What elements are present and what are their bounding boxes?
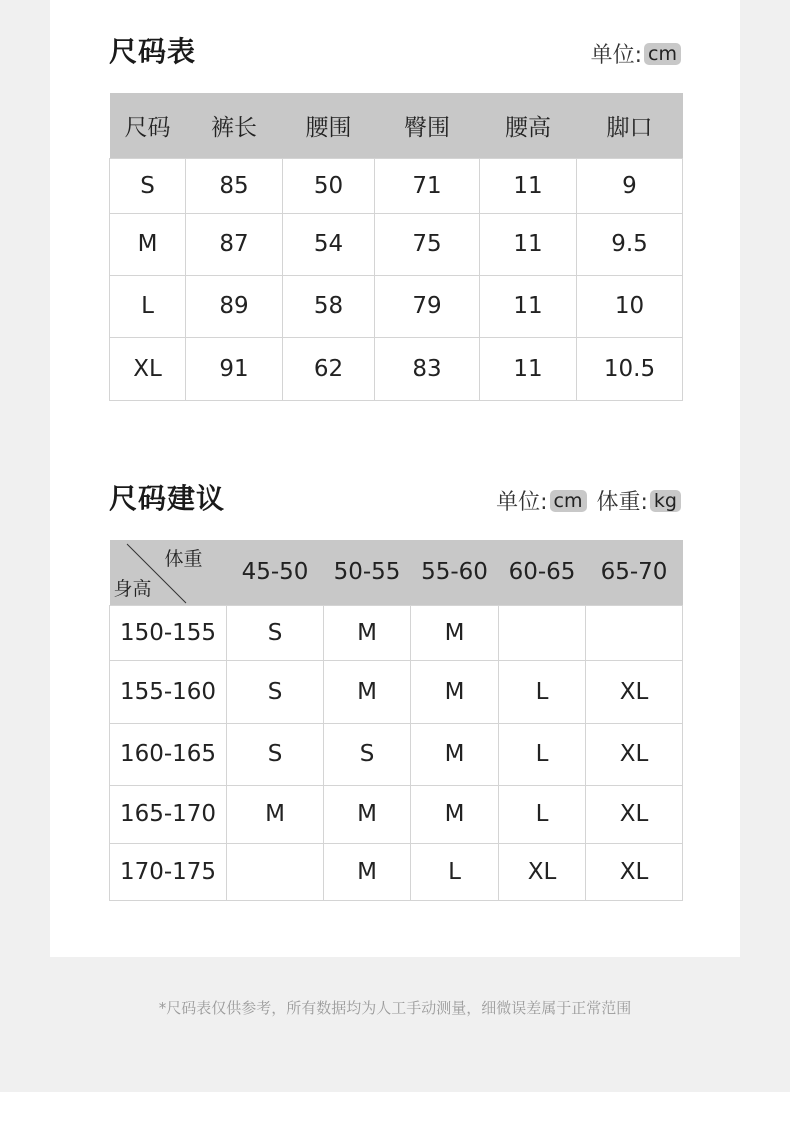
table-cell: XL: [586, 723, 683, 785]
weight-badge: kg: [650, 490, 681, 512]
header-cell: 腰高: [480, 93, 577, 158]
table-cell: 10.5: [577, 337, 683, 400]
corner-height-label: 身高: [113, 577, 152, 600]
table-cell: M: [324, 660, 411, 723]
table-cell: 62: [283, 337, 375, 400]
table-cell: [499, 605, 586, 660]
table-cell: M: [110, 213, 186, 275]
table-cell: S: [227, 660, 324, 723]
disclaimer-footnote: *尺码表仅供参考，所有数据均为人工手动测量，细微误差属于正常范围: [158, 999, 632, 1017]
table-cell: 71: [375, 158, 480, 213]
header-cell: 脚口: [577, 93, 683, 158]
table-cell: 9: [577, 158, 683, 213]
header-cell: 尺码: [110, 93, 186, 158]
unit-label: 单位:: [496, 490, 548, 515]
table-cell: 155-160: [110, 660, 227, 723]
table-row: [110, 337, 683, 400]
size-chart-title: 尺码表: [109, 35, 197, 68]
table-cell: L: [110, 275, 186, 337]
table-cell: L: [499, 785, 586, 843]
table-cell: XL: [586, 843, 683, 900]
table-cell: 54: [283, 213, 375, 275]
unit-badge: cm: [550, 490, 587, 512]
table-cell: M: [411, 605, 499, 660]
table-cell: 11: [480, 275, 577, 337]
table-cell: 10: [577, 275, 683, 337]
table-cell: 85: [186, 158, 283, 213]
table-cell: XL: [586, 660, 683, 723]
size-chart-unit: [591, 38, 681, 69]
table-row: [110, 275, 683, 337]
table-cell: 79: [375, 275, 480, 337]
table-cell: M: [411, 785, 499, 843]
table-cell: 11: [480, 158, 577, 213]
table-cell: L: [411, 843, 499, 900]
table-cell: 170-175: [110, 843, 227, 900]
table-row: [110, 605, 683, 660]
header-cell: 腰围: [283, 93, 375, 158]
table-cell: 165-170: [110, 785, 227, 843]
header-cell: 裤长: [186, 93, 283, 158]
corner-cell: [110, 540, 227, 605]
table-row: [110, 158, 683, 213]
table-cell: XL: [110, 337, 186, 400]
header-cell: 臀围: [375, 93, 480, 158]
table-cell: M: [324, 843, 411, 900]
table-cell: 11: [480, 337, 577, 400]
table-cell: M: [324, 605, 411, 660]
weight-label: 体重:: [596, 490, 648, 515]
table-cell: XL: [499, 843, 586, 900]
table-cell: L: [499, 660, 586, 723]
table-cell: M: [227, 785, 324, 843]
table-cell: 150-155: [110, 605, 227, 660]
table-cell: M: [324, 785, 411, 843]
header-cell: 65-70: [586, 540, 683, 605]
table-cell: L: [499, 723, 586, 785]
size-advice-title: 尺码建议: [109, 482, 226, 515]
header-cell: 50-55: [324, 540, 411, 605]
table-cell: S: [110, 158, 186, 213]
table-cell: 11: [480, 213, 577, 275]
header-cell: 55-60: [411, 540, 499, 605]
corner-weight-label: 体重: [164, 548, 203, 570]
table-cell: M: [411, 723, 499, 785]
table-cell: 50: [283, 158, 375, 213]
size-advice-header-row: [110, 540, 683, 605]
size-advice-table: [109, 540, 683, 901]
unit-label: 单位:: [590, 43, 643, 68]
size-advice-unit: [496, 485, 681, 516]
table-cell: 89: [186, 275, 283, 337]
table-cell: 87: [186, 213, 283, 275]
table-cell: 9.5: [577, 213, 683, 275]
header-cell: 60-65: [499, 540, 586, 605]
table-cell: S: [227, 723, 324, 785]
table-row: [110, 660, 683, 723]
table-cell: 75: [375, 213, 480, 275]
table-row: [110, 785, 683, 843]
table-cell: M: [411, 660, 499, 723]
table-cell: S: [324, 723, 411, 785]
table-row: [110, 843, 683, 900]
table-cell: XL: [586, 785, 683, 843]
size-chart-table: [109, 93, 683, 401]
unit-badge: cm: [644, 43, 681, 65]
header-cell: 45-50: [227, 540, 324, 605]
table-cell: 91: [186, 337, 283, 400]
table-row: [110, 723, 683, 785]
table-cell: [586, 605, 683, 660]
table-cell: 160-165: [110, 723, 227, 785]
table-row: [110, 213, 683, 275]
size-chart-header-row: [110, 93, 683, 158]
bottom-strip: [0, 1092, 790, 1147]
table-cell: S: [227, 605, 324, 660]
table-cell: [227, 843, 324, 900]
table-cell: 58: [283, 275, 375, 337]
table-cell: 83: [375, 337, 480, 400]
